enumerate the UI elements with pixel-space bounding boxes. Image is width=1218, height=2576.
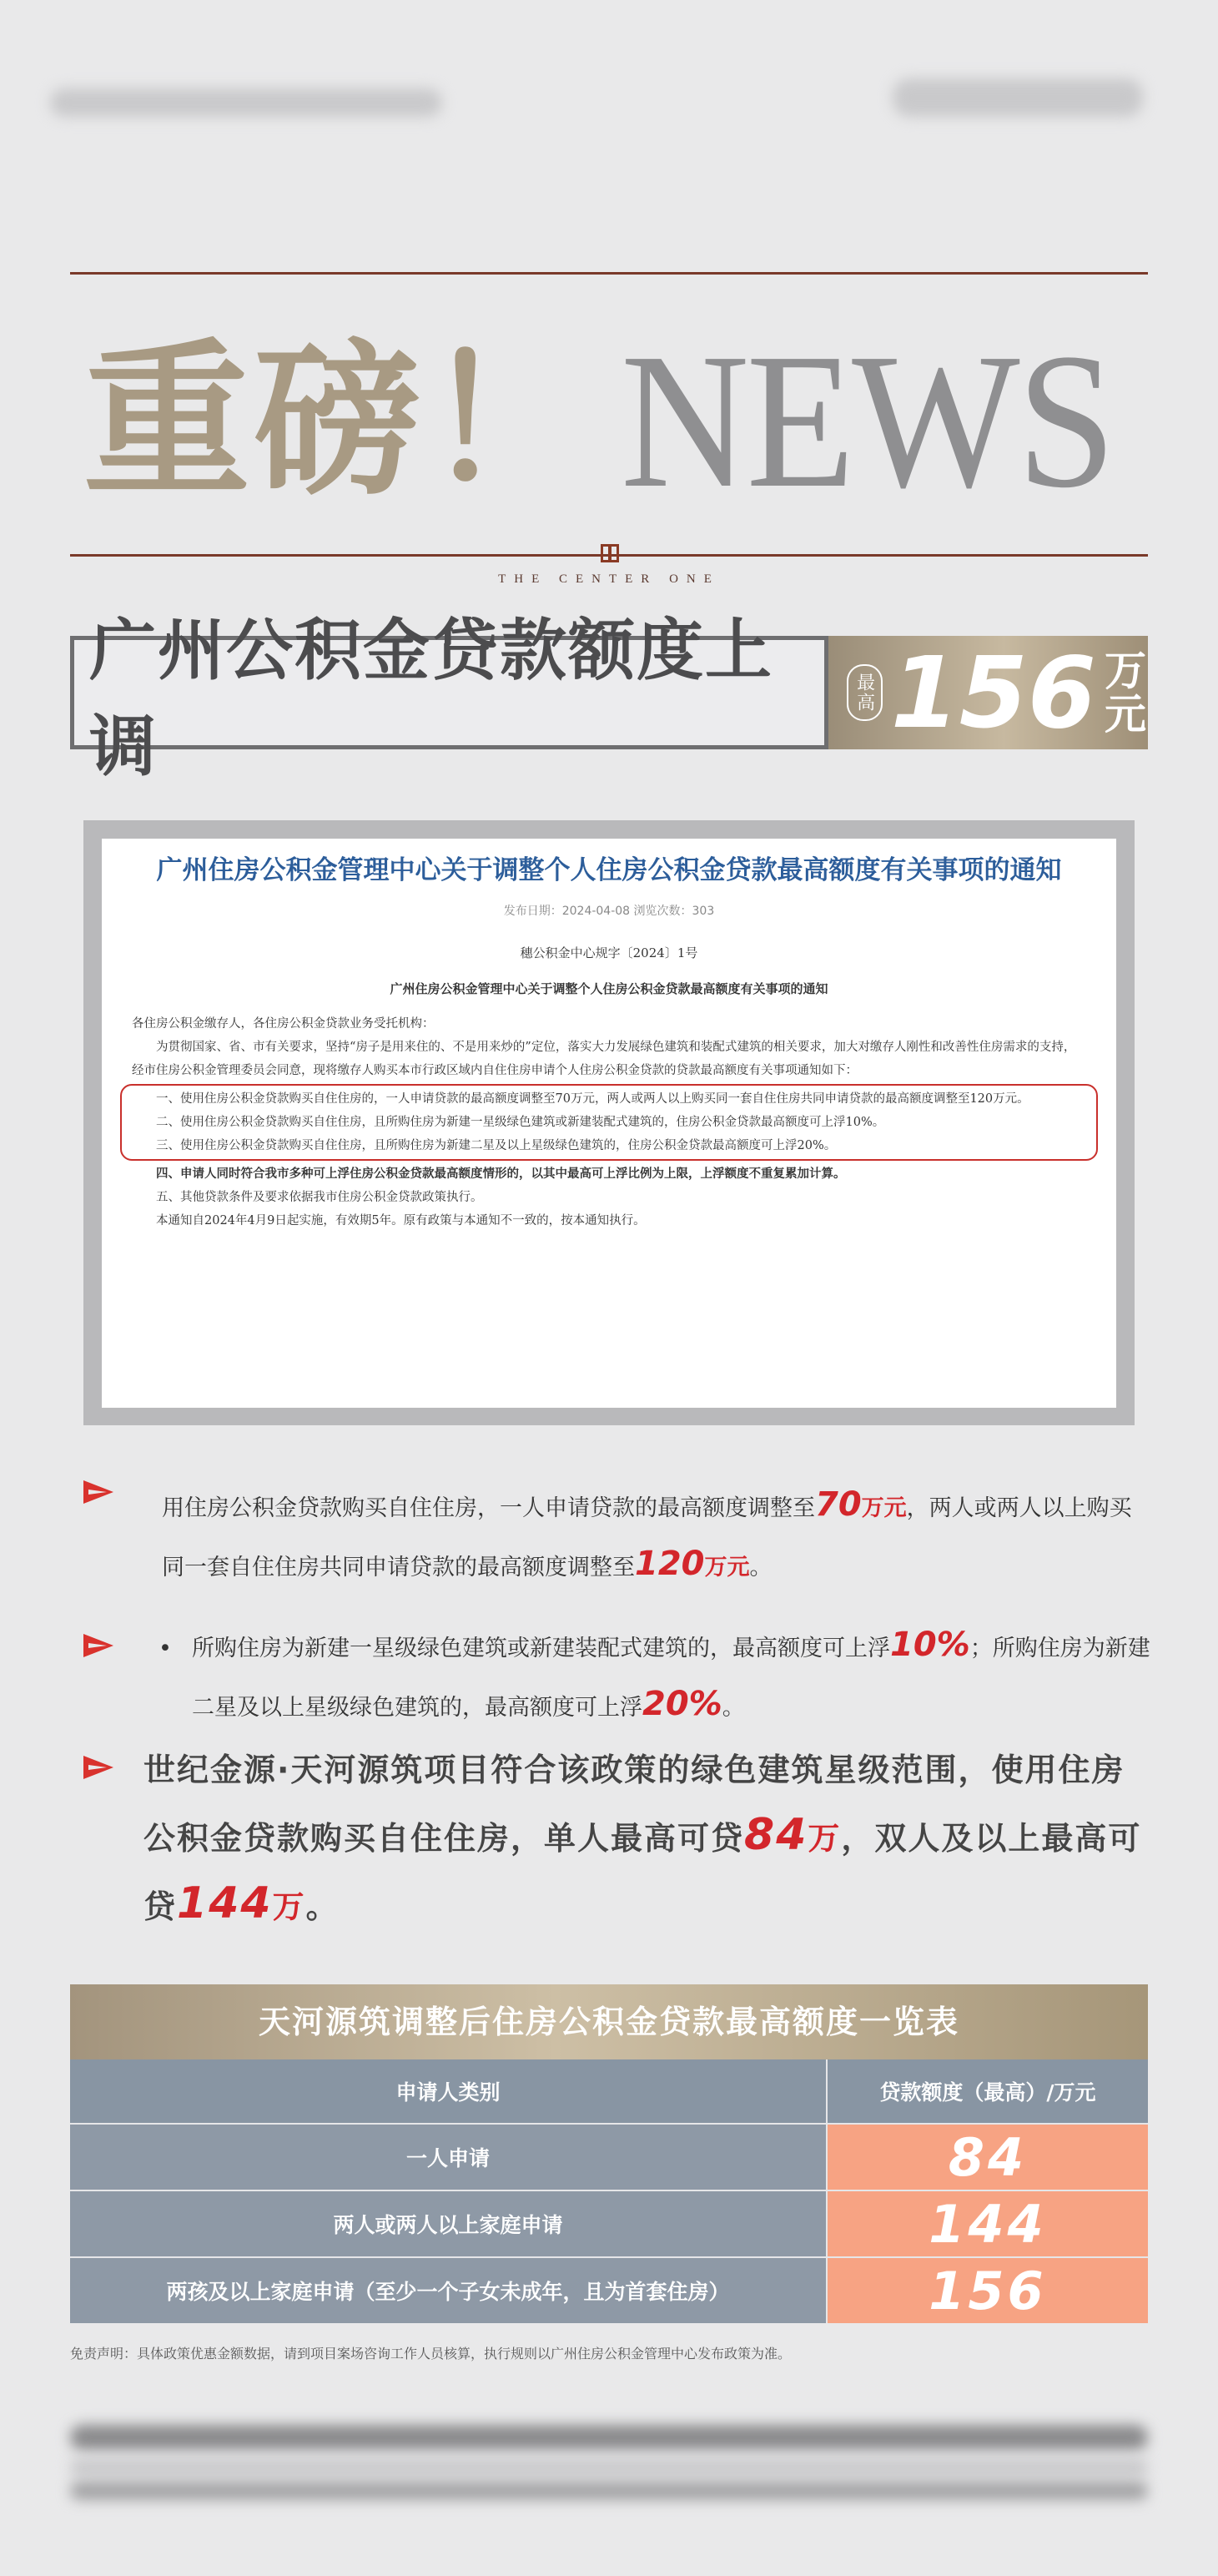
brand-text: THE CENTER ONE — [498, 572, 720, 586]
blurred-header-left — [50, 88, 442, 117]
notice-title: 广州住房公积金管理中心关于调整个人住房公积金贷款最高额度有关事项的通知 — [156, 855, 1062, 885]
brand-logo-icon — [601, 544, 619, 562]
table-header-amount: 贷款额度（最高）/万元 — [826, 2059, 1148, 2123]
notice-item-5: 五、其他贷款条件及要求依据我市住房公积金贷款政策执行。 — [156, 1191, 483, 1205]
banner-amount-box — [828, 636, 1148, 749]
red-arrow-icon — [83, 1634, 113, 1657]
notice-document — [102, 839, 1116, 1408]
table-cell-category: 两孩及以上家庭申请（至少一个子女未成年，且为首套住房） — [70, 2258, 826, 2323]
notice-item-3: 三、使用住房公积金贷款购买自住住房，且所购住房为新建二星及以上星级绿色建筑的，住房公积金贷款最高额度可上浮20%。 — [156, 1139, 837, 1153]
notice-closing: 本通知自2024年4月9日起实施，有效期5年。原有政策与本通知不一致的，按本通知执行。 — [156, 1214, 646, 1228]
table-cell-amount: 156 — [826, 2258, 1148, 2323]
red-arrow-icon — [83, 1480, 113, 1504]
bullet-3 — [83, 1737, 1151, 1939]
notice-frame — [83, 820, 1135, 1425]
bullet-3-text: 世纪金源·天河源筑项目符合该政策的绿色建筑星级范围，使用住房公积金贷款购买自住住房，单人最高可贷84万，双人及以上最高可贷144万。 — [143, 1752, 1142, 1928]
top-rule — [70, 272, 1148, 275]
bullet-2 — [83, 1617, 1151, 1736]
banner-unit: 万元 — [1105, 646, 1146, 739]
notice-subtitle: 广州住房公积金管理中心关于调整个人住房公积金贷款最高额度有关事项的通知 — [390, 981, 828, 997]
blurred-footer-3 — [70, 2482, 1148, 2500]
headline — [83, 314, 1155, 528]
blurred-footer-2 — [70, 2458, 1148, 2477]
table-row — [70, 2256, 1148, 2323]
table-header-category: 申请人类别 — [70, 2059, 826, 2123]
disclaimer: 免责声明：具体政策优惠金额数据，请到项目案场咨询工作人员核算，执行规则以广州住房公积金管理中心发布政策为准。 — [70, 2346, 792, 2362]
table-cell-category: 一人申请 — [70, 2125, 826, 2190]
blurred-header-right — [893, 78, 1143, 117]
bullet-2-text: • 所购住房为新建一星级绿色建筑或新建装配式建筑的，最高额度可上浮10%；所购住房为新建二星及以上星级绿色建筑的，最高额度可上浮20%。 — [159, 1626, 1150, 1723]
title-banner — [70, 612, 1148, 785]
table-cell-amount: 144 — [826, 2191, 1148, 2256]
table-row — [70, 2123, 1148, 2190]
notice-item-2: 二、使用住房公积金贷款购买自住住房，且所购住房为新建一星级绿色建筑或新建装配式建筑的，住房公积金贷款最高额度可上浮10%。 — [156, 1116, 885, 1130]
table-cell-amount: 84 — [826, 2125, 1148, 2190]
headline-cn: 重磅！ — [83, 323, 595, 519]
notice-item-1: 一、使用住房公积金贷款购买自住住房的，一人申请贷款的最高额度调整至70万元，两人或两人以上购买同一套自住住房共同申请贷款的最高额度调整至120万元。 — [156, 1092, 1029, 1107]
headline-en: NEWS — [621, 314, 1113, 528]
red-arrow-icon — [83, 1756, 113, 1779]
table-title: 天河源筑调整后住房公积金贷款最高额度一览表 — [70, 1984, 1148, 2059]
banner-amount: 156 — [890, 635, 1096, 750]
banner-title: 广州公积金贷款额度上调 — [70, 636, 828, 749]
bullet-1-text: 用住房公积金贷款购买自住住房，一人申请贷款的最高额度调整至70万元，两人或两人以上购买同一套自住住房共同申请贷款的最高额度调整至120万元。 — [162, 1485, 1132, 1583]
blurred-footer-1 — [70, 2425, 1148, 2450]
bullet-1 — [83, 1477, 1151, 1596]
notice-item-4: 四、申请人同时符合我市多种可上浮住房公积金贷款最高额度情形的，以其中最高可上浮比例为上限，上浮额度不重复累加计算。 — [156, 1167, 846, 1182]
table-row — [70, 2190, 1148, 2256]
notice-intro: 为贯彻国家、省、市有关要求，坚持“房子是用来住的、不是用来炒的”定位，落实大力发展绿色建筑和装配式建筑的相关要求，加大对缴存人刚性和改善性住房需求的支持，经市住房公积金管理委员会同意，现将缴存人购买本市行政区域内自住住房申请个人住房公积金贷款的贷款最高额度有关事项通知如下： — [132, 1041, 1076, 1078]
notice-doc-number: 穗公积金中心规字〔2024〕1号 — [520, 945, 698, 961]
table-cell-category: 两人或两人以上家庭申请 — [70, 2191, 826, 2256]
quota-table — [70, 1984, 1148, 2323]
notice-greeting: 各住房公积金缴存人，各住房公积金贷款业务受托机构： — [132, 1017, 435, 1031]
notice-highlight-box — [120, 1084, 1098, 1161]
table-header-row — [70, 2059, 1148, 2123]
notice-meta: 发布日期：2024-04-08 浏览次数：303 — [503, 905, 715, 919]
banner-max-label: 最高 — [847, 664, 883, 721]
